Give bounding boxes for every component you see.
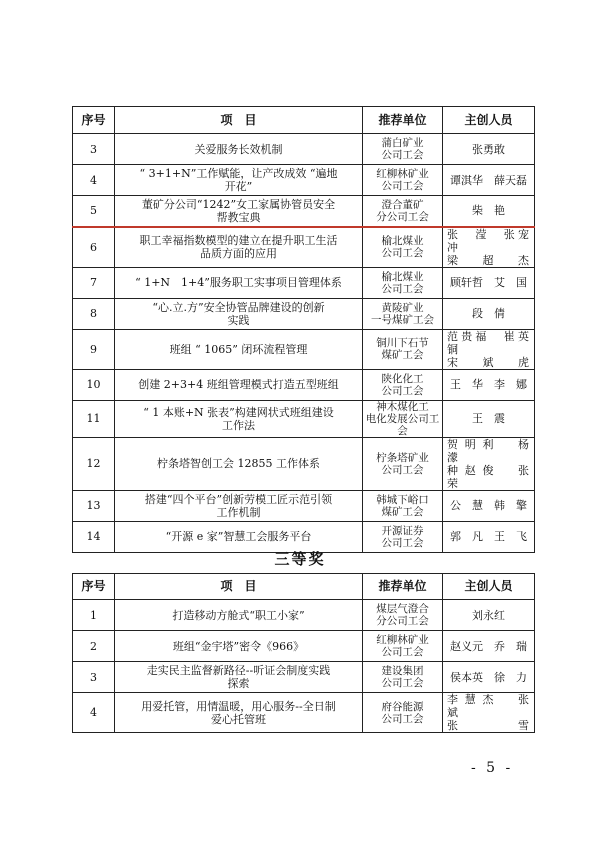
row-unit: 煤层气澄合 分公司工会: [363, 600, 443, 631]
row-people: 谭淇华 薛天磊: [443, 165, 535, 196]
row-project: “心.立.方”安全协管品牌建设的创新 实践: [115, 298, 363, 329]
header-unit: 推荐单位: [363, 574, 443, 600]
table-row: [73, 267, 535, 298]
row-people: 郭 凡 王 飞: [443, 521, 535, 552]
row-people: 张勇敢: [443, 134, 535, 165]
row-project: 柠条塔智创工会 12855 工作体系: [115, 437, 363, 490]
row-project: “ 3+1+N”工作赋能，让产改成效 “遍地 开花”: [115, 165, 363, 196]
row-unit: 府谷能源 公司工会: [363, 693, 443, 733]
row-project: “ 1 本账+N 张表”构建网状式班组建设 工作法: [115, 400, 363, 437]
table-row: [73, 400, 535, 437]
row-people: 贺明利 杨 濛 种赵俊 张 荣: [443, 437, 535, 490]
header-people: 主创人员: [443, 107, 535, 134]
row-people: 范贵福 崔英铜 宋斌虎: [443, 329, 535, 369]
table-row: [73, 134, 535, 165]
row-unit: 神木煤化工 电化发展公司工会: [363, 400, 443, 437]
row-no: 7: [73, 267, 115, 298]
row-no: 2: [73, 631, 115, 662]
page-number: - 5 -: [471, 760, 514, 776]
row-unit: 蒲白矿业 公司工会: [363, 134, 443, 165]
table-header-row: [73, 107, 535, 134]
row-project: 搭建“四个平台”创新劳模工匠示范引领 工作机制: [115, 490, 363, 521]
row-no: 13: [73, 490, 115, 521]
header-project: 项 目: [115, 574, 363, 600]
row-people: 王 震: [443, 400, 535, 437]
row-no: 11: [73, 400, 115, 437]
table-row: [73, 227, 535, 268]
row-no: 9: [73, 329, 115, 369]
table-row: [73, 437, 535, 490]
row-unit: 韩城下峪口 煤矿工会: [363, 490, 443, 521]
table-row: [73, 631, 535, 662]
second-prize-table: [72, 106, 535, 553]
row-no: 3: [73, 662, 115, 693]
table-row: [73, 662, 535, 693]
third-prize-title: 三等奖: [274, 550, 326, 568]
row-people: 刘永红: [443, 600, 535, 631]
row-people: 段 倩: [443, 298, 535, 329]
header-no: 序号: [73, 574, 115, 600]
row-no: 10: [73, 369, 115, 400]
row-unit: 澄合董矿 分公司工会: [363, 196, 443, 227]
row-no: 14: [73, 521, 115, 552]
table-header-row: [73, 574, 535, 600]
row-no: 12: [73, 437, 115, 490]
row-unit: 柠条塔矿业 公司工会: [363, 437, 443, 490]
row-unit: 开源证券 公司工会: [363, 521, 443, 552]
row-no: 5: [73, 196, 115, 227]
row-people: 王 华 李 娜: [443, 369, 535, 400]
header-unit: 推荐单位: [363, 107, 443, 134]
table-row: [73, 165, 535, 196]
row-no: 6: [73, 227, 115, 268]
row-project: 走实民主监督新路径--听证会制度实践 探索: [115, 662, 363, 693]
row-project: 班组“金宇塔”密令《966》: [115, 631, 363, 662]
row-project: 职工幸福指数模型的建立在提升职工生活 品质方面的应用: [115, 227, 363, 268]
header-no: 序号: [73, 107, 115, 134]
table-row: [73, 298, 535, 329]
row-people: 公 慧 韩 擎: [443, 490, 535, 521]
row-no: 1: [73, 600, 115, 631]
row-project: 创建 2+3+4 班组管理模式打造五型班组: [115, 369, 363, 400]
header-people: 主创人员: [443, 574, 535, 600]
row-people: 张 滢 张宠冲 梁超杰: [443, 227, 535, 268]
row-unit: 黄陵矿业 一号煤矿工会: [363, 298, 443, 329]
row-people: 顾轩哲 艾 国: [443, 267, 535, 298]
row-no: 4: [73, 165, 115, 196]
row-project: 打造移动方舱式“职工小家”: [115, 600, 363, 631]
table-row: [73, 369, 535, 400]
row-unit: 榆北煤业 公司工会: [363, 227, 443, 268]
row-unit: 铜川下石节 煤矿工会: [363, 329, 443, 369]
row-project: 董矿分公司“1242”女工家属协管员安全 帮教宝典: [115, 196, 363, 227]
row-unit: 榆北煤业 公司工会: [363, 267, 443, 298]
row-project: “ 1+N 1+4”服务职工实事项目管理体系: [115, 267, 363, 298]
row-project: “开源 e 家”智慧工会服务平台: [115, 521, 363, 552]
row-people: 侯本英 徐 力: [443, 662, 535, 693]
row-project: 关爱服务长效机制: [115, 134, 363, 165]
table-row: [73, 693, 535, 733]
row-unit: 红柳林矿业 公司工会: [363, 631, 443, 662]
table-row: [73, 329, 535, 369]
table-row: [73, 490, 535, 521]
row-people: 柴 艳: [443, 196, 535, 227]
row-project: 班组 “ 1065” 闭环流程管理: [115, 329, 363, 369]
table-row: [73, 196, 535, 227]
row-unit: 建设集团 公司工会: [363, 662, 443, 693]
row-no: 4: [73, 693, 115, 733]
row-people: 李慧杰 张 斌 张 雪: [443, 693, 535, 733]
row-people: 赵义元 乔 瑞: [443, 631, 535, 662]
row-no: 3: [73, 134, 115, 165]
third-prize-table: [72, 573, 535, 733]
table-row: [73, 600, 535, 631]
header-project: 项 目: [115, 107, 363, 134]
row-project: 用爱托管，用情温暖，用心服务--全日制 爱心托管班: [115, 693, 363, 733]
row-no: 8: [73, 298, 115, 329]
row-unit: 陕化化工 公司工会: [363, 369, 443, 400]
row-unit: 红柳林矿业 公司工会: [363, 165, 443, 196]
